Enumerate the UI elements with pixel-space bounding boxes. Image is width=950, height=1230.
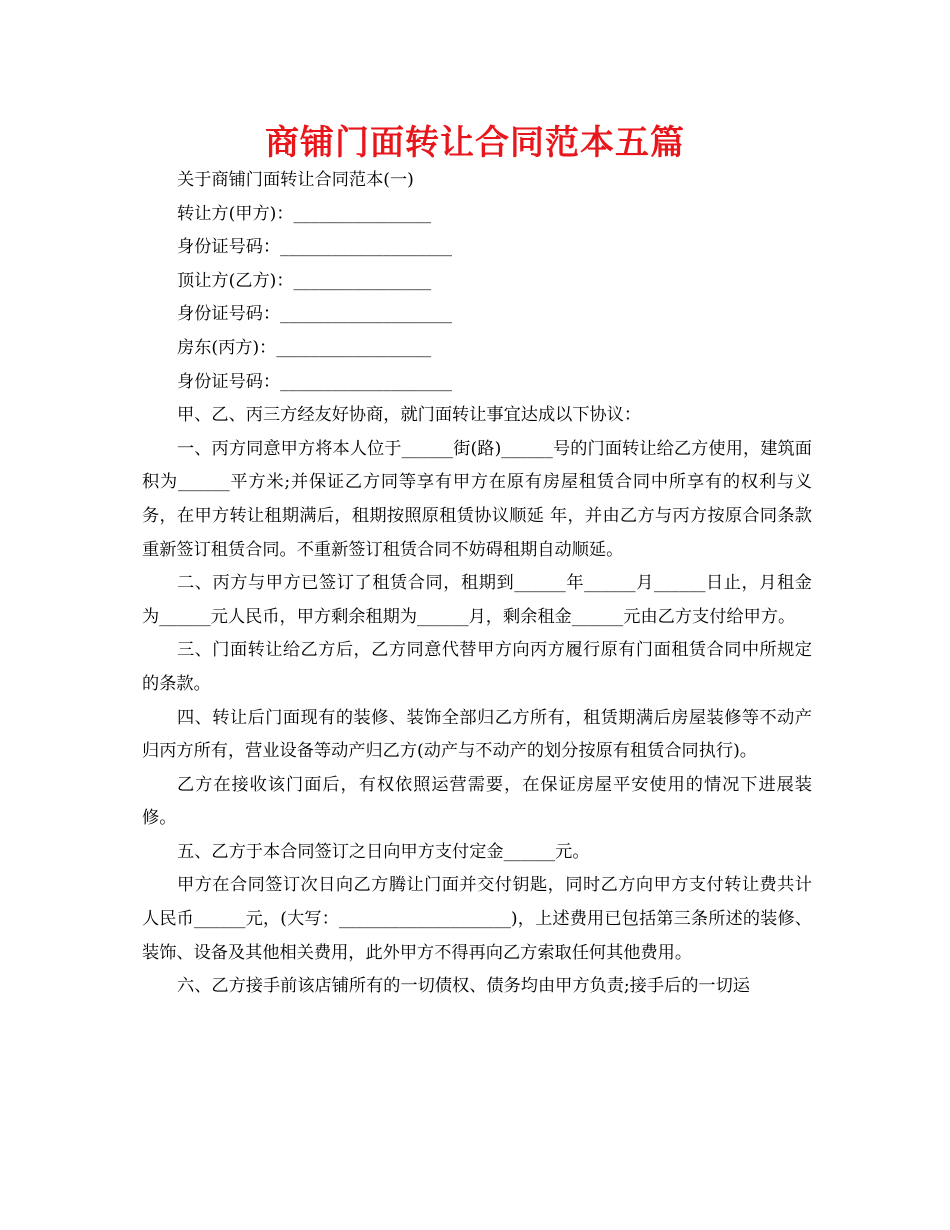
document-body [142, 164, 812, 1004]
party-c-id-line: 身份证号码：____________________ [177, 371, 453, 392]
party-b-id-line: 身份证号码：____________________ [177, 304, 453, 325]
party-b-line: 顶让方(乙方)：________________ [177, 270, 432, 291]
party-c-line: 房东(丙方)：__________________ [177, 337, 432, 358]
clause-4: 四、转让后门面现有的装修、装饰全部归乙方所有，租赁期满后房屋装修等不动产归丙方所有，营业设备等动产归乙方(动产与不动产的划分按原有租赁合同执行)。 [142, 707, 812, 762]
document-title: 商铺门面转让合同范本五篇 [265, 123, 685, 163]
agreement-intro: 甲、乙、丙三方经友好协商，就门面转让事宜达成以下协议： [177, 405, 642, 426]
clause-5-payment: 甲方在合同签订次日向乙方腾让门面并交付钥匙，同时乙方向甲方支付转让费共计人民币______元，(大写：____________________)，上述费用已包括第三条所述的装修、装饰、设备及其他相关费用，此外甲方不得再向乙方索取任何其他费用。 [142, 875, 812, 963]
party-a-id-line: 身份证号码：____________________ [177, 237, 453, 258]
clause-5: 五、乙方于本合同签订之日向甲方支付定金______元。 [177, 841, 590, 862]
section-heading: 关于商铺门面转让合同范本(一) [177, 170, 414, 190]
clause-3: 三、门面转让给乙方后，乙方同意代替甲方向丙方履行原有门面租赁合同中所规定的条款。 [142, 640, 812, 694]
party-a-line: 转让方(甲方)：________________ [177, 203, 432, 224]
clause-2: 二、丙方与甲方已签订了租赁合同，租期到______年______月______日止，月租金为______元人民币，甲方剩余租期为______月，剩余租金______元由乙方支付给甲方。 [142, 573, 812, 627]
clause-4-note: 乙方在接收该门面后，有权依照运营需要，在保证房屋平安使用的情况下进展装修。 [142, 774, 812, 829]
clause-6: 六、乙方接手前该店铺所有的一切债权、债务均由甲方负责;接手后的一切运 [177, 976, 750, 997]
clause-1: 一、丙方同意甲方将本人位于______街(路)______号的门面转让给乙方使用，建筑面积为______平方米;并保证乙方同等享有甲方在原有房屋租赁合同中所享有的权利与义务，在甲方转让租期满后，租期按照原租赁协议顺延 年，并由乙方与丙方按原合同条款重新签订租赁合同。不重新签订租赁合同不妨碍租期自动顺延。 [142, 438, 812, 560]
